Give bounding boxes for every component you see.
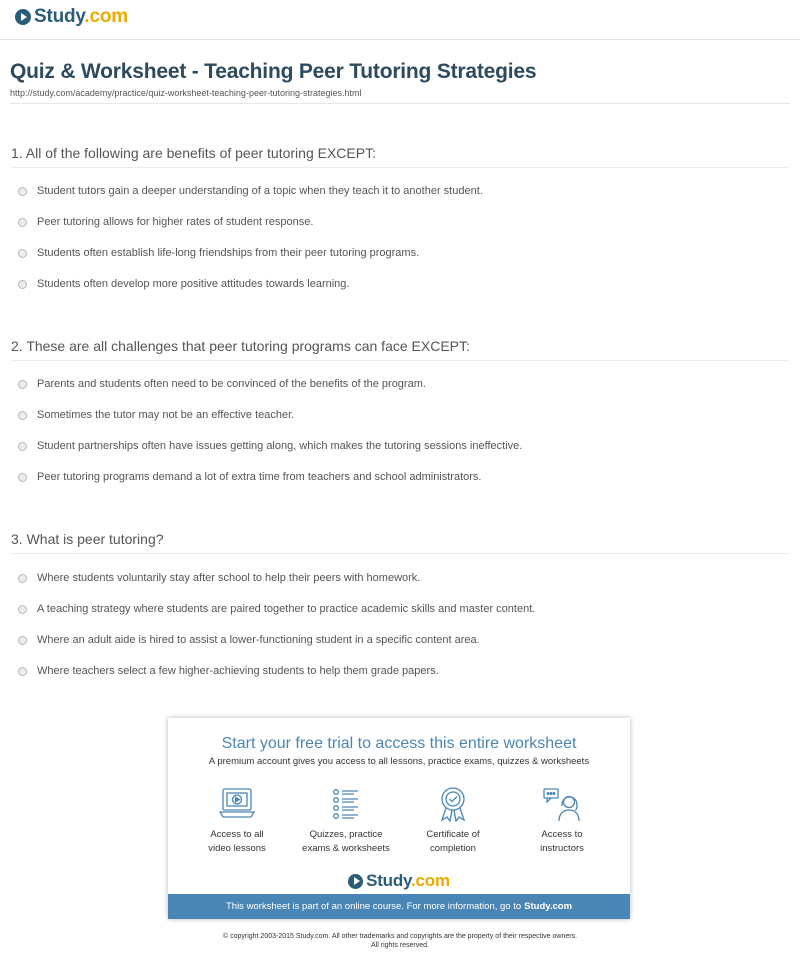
question-3	[10, 531, 790, 677]
radio-button[interactable]	[18, 249, 27, 258]
option-label: Peer tutoring allows for higher rates of student response.	[37, 216, 314, 228]
play-logo-icon	[15, 9, 31, 25]
page-title: Quiz & Worksheet - Teaching Peer Tutoring Strategies	[10, 60, 537, 83]
logo-text: Study.com	[366, 871, 450, 890]
instructor-icon	[542, 786, 582, 822]
radio-button[interactable]	[18, 442, 27, 451]
option-label: A teaching strategy where students are paired together to practice academic skills and master content.	[37, 603, 536, 615]
radio-button[interactable]	[18, 473, 27, 482]
option-label: Student partnerships often have issues getting along, which makes the tutoring sessions ineffective.	[37, 440, 523, 452]
answer-option[interactable]	[18, 247, 419, 259]
radio-button[interactable]	[18, 605, 27, 614]
option-label: Peer tutoring programs demand a lot of extra time from teachers and school administrators.	[37, 471, 482, 483]
promo-study-logo[interactable]	[168, 871, 630, 891]
feature-certificate	[398, 786, 508, 856]
answer-option[interactable]	[18, 572, 420, 584]
course-info-banner	[168, 894, 630, 919]
question-text: 3. What is peer tutoring?	[11, 531, 164, 547]
answer-option[interactable]	[18, 278, 349, 290]
banner-text: This worksheet is part of an online course. For more information, go to	[225, 901, 522, 912]
feature-quizzes	[291, 786, 401, 856]
copyright-notice	[0, 932, 800, 950]
logo-text: Study.com	[34, 6, 128, 27]
feature-label: Quizzes, practice exams & worksheets	[302, 829, 390, 854]
feature-instructors	[507, 786, 617, 856]
option-label: Where students voluntarily stay after school to help their peers with homework.	[37, 572, 421, 584]
option-label: Where teachers select a few higher-achieving students to help them grade papers.	[37, 665, 439, 677]
question-divider	[10, 553, 790, 554]
answer-option[interactable]	[18, 185, 483, 197]
promo-subtitle: A premium account gives you access to all lessons, practice exams, quizzes & worksheets	[208, 756, 590, 767]
certificate-icon	[433, 786, 473, 822]
option-label: Parents and students often need to be convinced of the benefits of the program.	[37, 378, 426, 390]
option-label: Sometimes the tutor may not be an effective teacher.	[37, 409, 295, 421]
radio-button[interactable]	[18, 280, 27, 289]
answer-option[interactable]	[18, 665, 439, 677]
answer-option[interactable]	[18, 471, 482, 483]
radio-button[interactable]	[18, 411, 27, 420]
answer-option[interactable]	[18, 409, 294, 421]
answer-option[interactable]	[18, 378, 426, 390]
quiz-list-icon	[326, 786, 366, 822]
option-label: Students often establish life-long friendships from their peer tutoring programs.	[37, 247, 420, 259]
video-lesson-icon	[217, 786, 257, 822]
radio-button[interactable]	[18, 667, 27, 676]
play-logo-icon	[348, 874, 363, 889]
source-url: http://study.com/academy/practice/quiz-worksheet-teaching-peer-tutoring-strategies.html	[10, 88, 362, 98]
question-divider	[10, 167, 790, 168]
promo-title[interactable]: Start your free trial to access this entire worksheet	[221, 735, 577, 752]
feature-label: Certificate of completion	[426, 829, 480, 854]
radio-button[interactable]	[18, 380, 27, 389]
answer-option[interactable]	[18, 603, 535, 615]
copyright-line: All rights reserved.	[371, 942, 429, 949]
study-logo[interactable]	[15, 6, 128, 28]
header-divider	[0, 39, 800, 40]
option-label: Students often develop more positive attitudes towards learning.	[37, 278, 350, 290]
title-divider	[10, 103, 790, 104]
radio-button[interactable]	[18, 636, 27, 645]
feature-label: Access to instructors	[540, 829, 584, 854]
option-label: Student tutors gain a deeper understanding of a topic when they teach it to another student.	[37, 185, 483, 197]
copyright-line: © copyright 2003-2015 Study.com. All other trademarks and copyrights are the property of their respective owners.	[222, 933, 578, 940]
option-label: Where an adult aide is hired to assist a lower-functioning student in a specific content area.	[37, 634, 480, 646]
free-trial-promo	[168, 718, 630, 919]
question-1	[10, 145, 790, 290]
answer-option[interactable]	[18, 634, 480, 646]
answer-option[interactable]	[18, 216, 313, 228]
question-2	[10, 338, 790, 483]
question-text: 1. All of the following are benefits of peer tutoring EXCEPT:	[11, 145, 376, 161]
banner-link[interactable]: Study.com	[524, 901, 573, 912]
answer-option[interactable]	[18, 440, 522, 452]
feature-label: Access to all video lessons	[208, 829, 266, 854]
radio-button[interactable]	[18, 574, 27, 583]
question-text: 2. These are all challenges that peer tutoring programs can face EXCEPT:	[11, 338, 470, 354]
feature-video-lessons	[182, 786, 292, 856]
question-divider	[10, 360, 790, 361]
radio-button[interactable]	[18, 187, 27, 196]
radio-button[interactable]	[18, 218, 27, 227]
